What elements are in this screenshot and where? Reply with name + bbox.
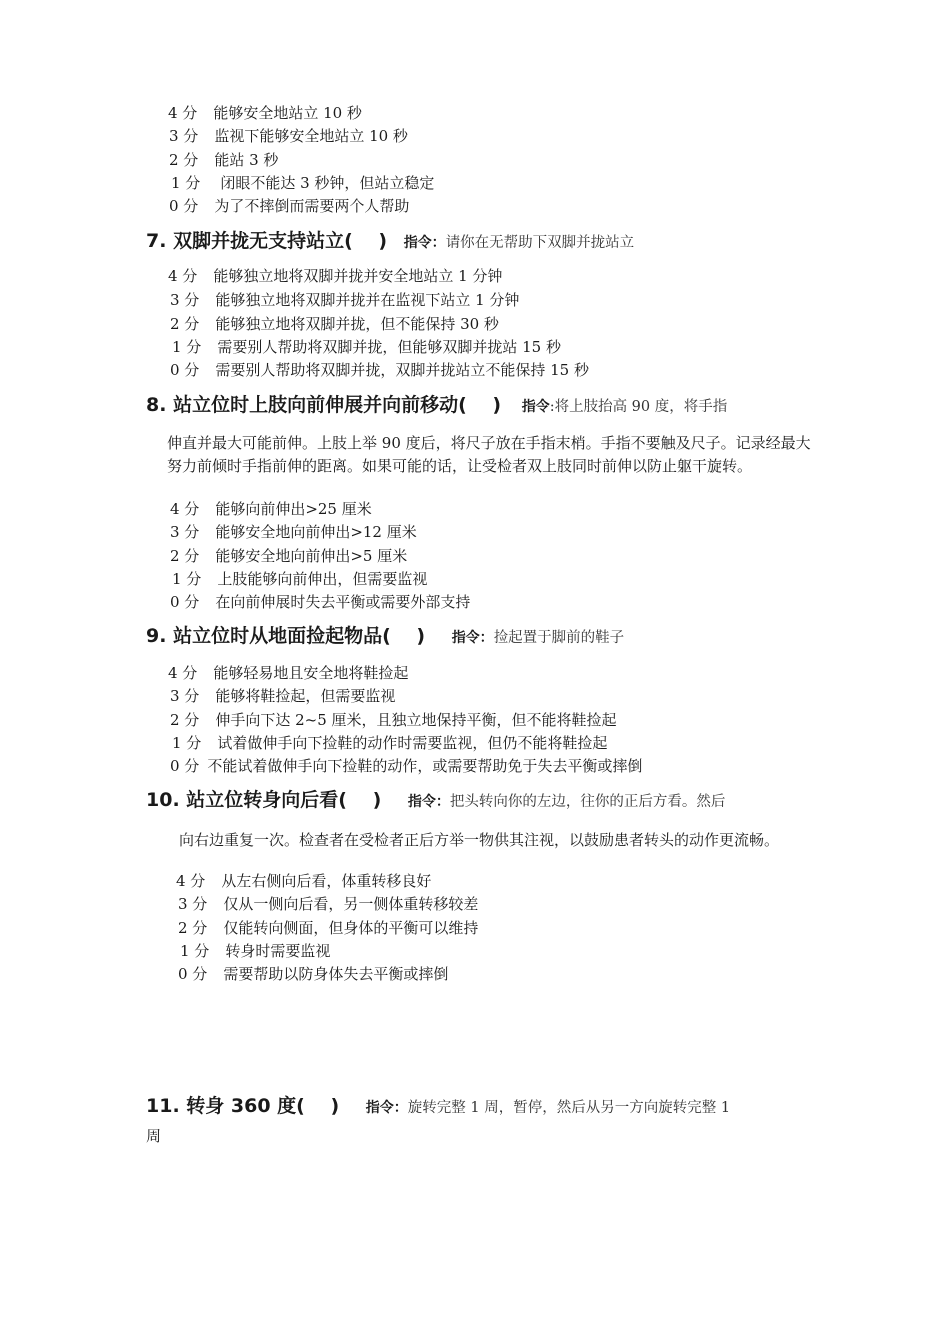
score-row: 3 分 能够安全地向前伸出>12 厘米 (170, 523, 417, 541)
score-row: 4 分 能够安全地站立 10 秒 (168, 104, 362, 122)
score-row: 0 分 为了不摔倒而需要两个人帮助 (169, 197, 410, 215)
item-heading: 9. 站立位时从地面捡起物品( ) 指令：捡起置于脚前的鞋子 (146, 625, 625, 647)
score-row: 3 分 能够独立地将双脚并拢并在监视下站立 1 分钟 (170, 291, 520, 309)
score-row: 1 分 闭眼不能达 3 秒钟，但站立稳定 (171, 174, 435, 192)
score-row: 3 分 能够将鞋捡起，但需要监视 (170, 687, 396, 705)
score-row: 2 分 能站 3 秒 (169, 151, 279, 169)
item-heading: 8. 站立位时上肢向前伸展并向前移动( ) 指令:将上肢抬高 90 度，将手指 (146, 394, 728, 416)
score-row: 2 分 伸手向下达 2~5 厘米，且独立地保持平衡，但不能将鞋捡起 (170, 711, 617, 729)
item-heading: 7. 双脚并拢无支持站立( ) 指令：请你在无帮助下双脚并拢站立 (146, 230, 635, 252)
instruction-text: 伸直并最大可能前伸。上肢上举 90 度后，将尺子放在手指末梢。手指不要触及尺子。记录经最大努力前倾时手指前伸的距离。如果可能的话，让受检者双上肢同时前伸以防止躯干旋转。 (167, 434, 811, 475)
score-row: 1 分 试着做伸手向下捡鞋的动作时需要监视，但仍不能将鞋捡起 (172, 734, 608, 752)
instruction-text: 向右边重复一次。检查者在受检者正后方举一物供其注视，以鼓励患者转头的动作更流畅。 (179, 831, 780, 849)
instruction-text: 周 (146, 1127, 162, 1145)
score-row: 1 分 需要别人帮助将双脚并拢，但能够双脚并拢站 15 秒 (172, 338, 561, 356)
item-heading: 11. 转身 360 度( ) 指令：旋转完整 1 周，暂停，然后从另一方向旋转完整 1 (146, 1095, 731, 1117)
score-row: 3 分 仅从一侧向后看，另一侧体重转移较差 (178, 895, 479, 913)
score-row: 0 分 不能试着做伸手向下捡鞋的动作，或需要帮助免于失去平衡或摔倒 (170, 757, 643, 775)
score-row: 0 分 需要帮助以防身体失去平衡或摔倒 (178, 965, 449, 983)
score-row: 0 分 在向前伸展时失去平衡或需要外部支持 (170, 593, 471, 611)
score-row: 2 分 仅能转向侧面，但身体的平衡可以维持 (178, 919, 479, 937)
score-row: 1 分 上肢能够向前伸出，但需要监视 (172, 570, 428, 588)
score-row: 3 分 监视下能够安全地站立 10 秒 (169, 127, 408, 145)
score-row: 4 分 能够独立地将双脚并拢并安全地站立 1 分钟 (168, 267, 503, 285)
score-row: 2 分 能够安全地向前伸出>5 厘米 (170, 547, 408, 565)
score-row: 1 分 转身时需要监视 (180, 942, 331, 960)
score-row: 4 分 从左右侧向后看，体重转移良好 (176, 872, 432, 890)
score-row: 2 分 能够独立地将双脚并拢，但不能保持 30 秒 (170, 315, 499, 333)
score-row: 0 分 需要别人帮助将双脚并拢，双脚并拢站立不能保持 15 秒 (170, 361, 589, 379)
item-heading: 10. 站立位转身向后看( ) 指令：把头转向你的左边，往你的正后方看。然后 (146, 789, 726, 811)
score-row: 4 分 能够向前伸出>25 厘米 (170, 500, 372, 518)
score-row: 4 分 能够轻易地且安全地将鞋捡起 (168, 664, 409, 682)
